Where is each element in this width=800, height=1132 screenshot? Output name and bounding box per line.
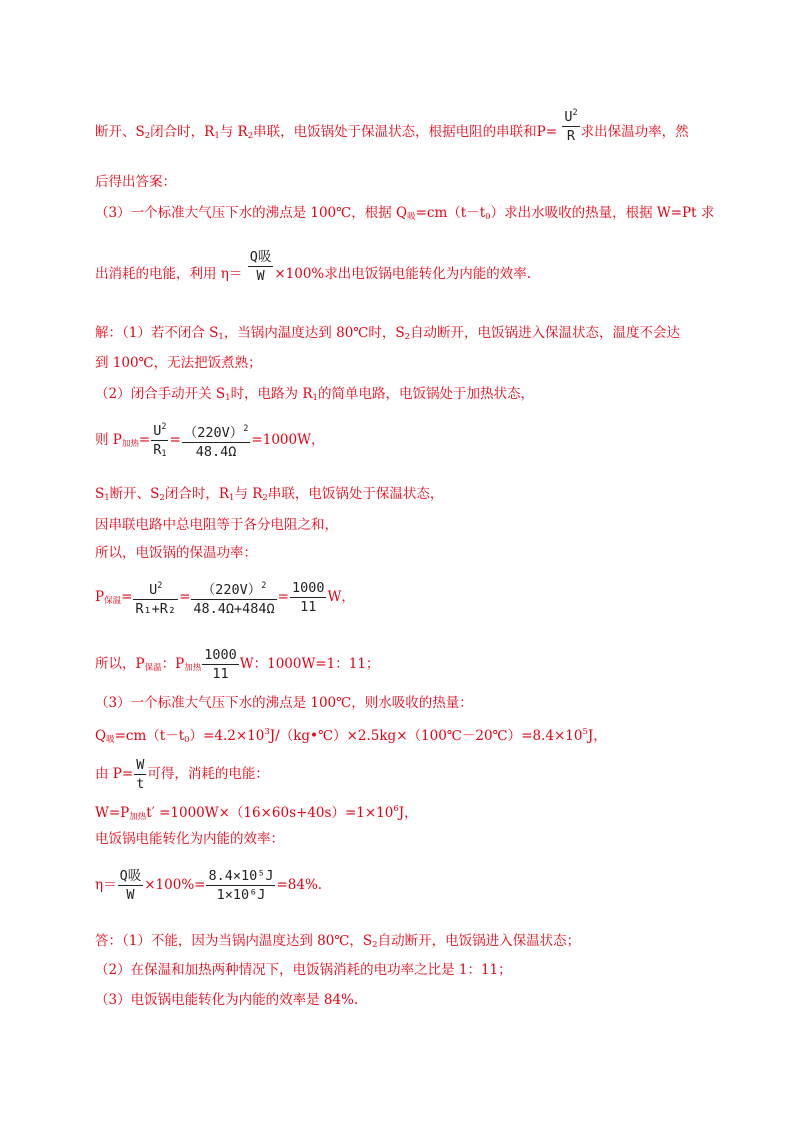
numerator: U — [149, 582, 158, 598]
fraction-1000-over-11 — [202, 646, 239, 683]
subscript: 0 — [184, 735, 190, 745]
text: 与 R — [234, 486, 263, 502]
text-line-3 — [95, 203, 714, 227]
text: η＝ — [95, 877, 117, 893]
text: 与 R — [219, 124, 248, 140]
fraction-u2-over-r1 — [151, 418, 168, 463]
subscript: 吸 — [407, 212, 416, 222]
subscript: 吸 — [106, 735, 115, 745]
text: J， — [587, 728, 607, 744]
text-line-17 — [95, 799, 418, 827]
denominator: 1×10⁶J — [216, 887, 266, 903]
subscript: 2 — [159, 493, 165, 503]
text: ）=4.2×10 — [189, 728, 265, 744]
text: 时，电路为 R — [230, 386, 313, 402]
subscript: 0 — [485, 212, 491, 222]
text-line-7 — [95, 384, 534, 408]
text-line-2: 后得出答案： — [95, 174, 176, 190]
denominator: R — [153, 442, 162, 458]
text-line-8 — [95, 418, 324, 463]
text-line-13 — [95, 646, 379, 683]
subscript: 1 — [218, 332, 224, 342]
text: W， — [327, 589, 355, 605]
text: 解：（1）若不闭合 S — [95, 325, 219, 341]
text-line-21: （2）在保温和加热两种情况下，电饭锅消耗的电功率之比是 1：11； — [95, 962, 512, 978]
text: P — [95, 589, 105, 605]
text: 则 P — [95, 432, 122, 448]
denominator: 11 — [300, 599, 317, 615]
subscript: 加热 — [121, 439, 139, 449]
subscript: 保温 — [144, 663, 162, 673]
text: ，当锅内温度达到 80℃时，S — [223, 325, 405, 341]
denominator: 48.4Ω — [195, 444, 237, 460]
text-line-16 — [95, 756, 269, 793]
numerator: （220V） — [183, 425, 244, 441]
text-line-20 — [95, 931, 580, 955]
fraction-q-over-w — [118, 867, 144, 904]
numerator: Q吸 — [249, 249, 272, 265]
denominator: 48.4Ω+484Ω — [193, 601, 275, 617]
superscript: 6 — [393, 804, 399, 814]
denominator: t — [136, 776, 145, 792]
numerator: 1000 — [204, 647, 237, 663]
numerator: U — [153, 423, 162, 439]
text: ）求出水吸收的热量，根据 W=Pt 求 — [490, 205, 715, 221]
text-line-19 — [95, 867, 322, 904]
numerator: Q吸 — [119, 868, 142, 884]
text: 出消耗的电能，利用 η＝ — [95, 266, 243, 282]
text: = — [179, 589, 191, 605]
fraction-q-over-w — [248, 248, 274, 285]
text: （2）闭合手动开关 S — [95, 386, 226, 402]
subscript: 2 — [247, 131, 254, 141]
fraction-w-over-t — [134, 756, 146, 793]
subscript: 1 — [225, 393, 231, 403]
subscript: 加热 — [129, 812, 147, 822]
text: 可得，消耗的电能： — [147, 766, 269, 782]
fraction-u2-over-r — [562, 104, 579, 145]
superscript: 5 — [582, 727, 588, 737]
subscript: 1 — [312, 393, 318, 403]
subscript: 加热 — [184, 663, 202, 673]
text: = — [121, 589, 133, 605]
superscript: 2 — [572, 108, 578, 118]
superscript: 2 — [161, 422, 167, 432]
text-line-18: 电饭锅电能转化为内能的效率： — [95, 831, 284, 847]
subscript: 2 — [404, 332, 411, 342]
text: ：P — [161, 656, 185, 672]
subscript: 1 — [229, 493, 235, 503]
numerator: 8.4×10⁵J — [208, 868, 274, 884]
text: =84%. — [276, 877, 323, 893]
text: 闭合时，R — [164, 486, 230, 502]
text: 求出保温功率，然 — [580, 124, 689, 140]
text: 闭合时，R — [150, 124, 215, 140]
text-line-5 — [95, 323, 680, 347]
numerator: U — [564, 109, 573, 125]
text: 自动断开，电饭锅进入保温状态； — [377, 933, 581, 949]
numerator: （220V） — [201, 582, 262, 598]
text-line-14: （3）一个标准大气压下水的沸点是 100℃，则水吸收的热量： — [95, 695, 473, 711]
denominator: R — [566, 128, 576, 144]
numerator: W — [136, 757, 145, 773]
superscript: 2 — [243, 424, 249, 434]
text: 断开、S — [109, 486, 160, 502]
text-line-9 — [95, 484, 443, 508]
subscript: 1 — [104, 493, 110, 503]
denominator: R₁+R₂ — [135, 601, 177, 617]
text-line-12 — [95, 577, 355, 618]
text: J/（kg•℃）×2.5kg×（100℃－20℃）=8.4×10 — [269, 728, 583, 744]
numerator: 1000 — [291, 580, 325, 596]
text: 的简单电路，电饭锅处于加热状态， — [317, 386, 534, 402]
text: 自动断开，电饭锅进入保温状态，温度不会达 — [410, 325, 681, 341]
text: 由 P= — [95, 766, 134, 782]
subscript: 1 — [214, 131, 220, 141]
text: W：1000W=1：11； — [239, 656, 380, 672]
fraction-220-over-sum — [191, 577, 276, 618]
fraction-1000-over-11 — [290, 579, 327, 616]
text: J， — [398, 805, 418, 821]
subscript: 2 — [372, 940, 378, 950]
text: S — [95, 486, 105, 502]
text: ×100%求出电饭锅电能转化为内能的效率. — [274, 266, 532, 282]
text-line-11: 所以，电饭锅的保温功率： — [95, 545, 257, 561]
superscript: 3 — [264, 727, 270, 737]
subscript: 1 — [161, 449, 167, 459]
text-line-10: 因串联电路中总电阻等于各分电阻之和， — [95, 517, 338, 533]
text-line-15 — [95, 722, 607, 750]
subscript: 2 — [262, 493, 268, 503]
text: =cm（t－t — [114, 728, 185, 744]
fraction-u2-over-r1r2 — [133, 577, 178, 618]
text: =cm（t－t — [415, 205, 486, 221]
text: = — [138, 432, 151, 448]
superscript: 2 — [157, 581, 163, 591]
subscript: 2 — [144, 131, 151, 141]
denominator: W — [256, 268, 265, 284]
superscript: 2 — [261, 581, 267, 591]
text-line-1 — [95, 108, 689, 153]
text: 串联，电饭锅处于保温状态， — [267, 486, 444, 502]
text: ×100%= — [144, 877, 206, 893]
denominator: 11 — [212, 666, 229, 682]
subscript: 保温 — [104, 596, 122, 606]
fraction-84-over-1 — [206, 867, 275, 904]
text: 串联，电饭锅处于保温状态，根据电阻的串联和P= — [253, 124, 558, 140]
text: 断开、S — [95, 124, 145, 140]
text: 答：（1）不能，因为当锅内温度达到 80℃，S — [95, 933, 373, 949]
fraction-220-over-48 — [182, 420, 251, 461]
text: 所以，P — [95, 656, 145, 672]
text: t′ =1000W×（16×60s+40s）=1×10 — [146, 805, 394, 821]
text: =1000W， — [251, 432, 325, 448]
text-line-4 — [95, 249, 532, 293]
denominator: W — [126, 887, 135, 903]
text: （3）一个标准大气压下水的沸点是 100℃，根据 Q — [95, 205, 408, 221]
text: = — [277, 589, 289, 605]
text: Q — [95, 728, 107, 744]
text: = — [169, 432, 181, 448]
text-line-6: 到 100℃，无法把饭煮熟； — [95, 355, 262, 371]
text-line-22: （3）电饭锅电能转化为内能的效率是 84%. — [95, 992, 359, 1008]
text: W=P — [95, 805, 130, 821]
